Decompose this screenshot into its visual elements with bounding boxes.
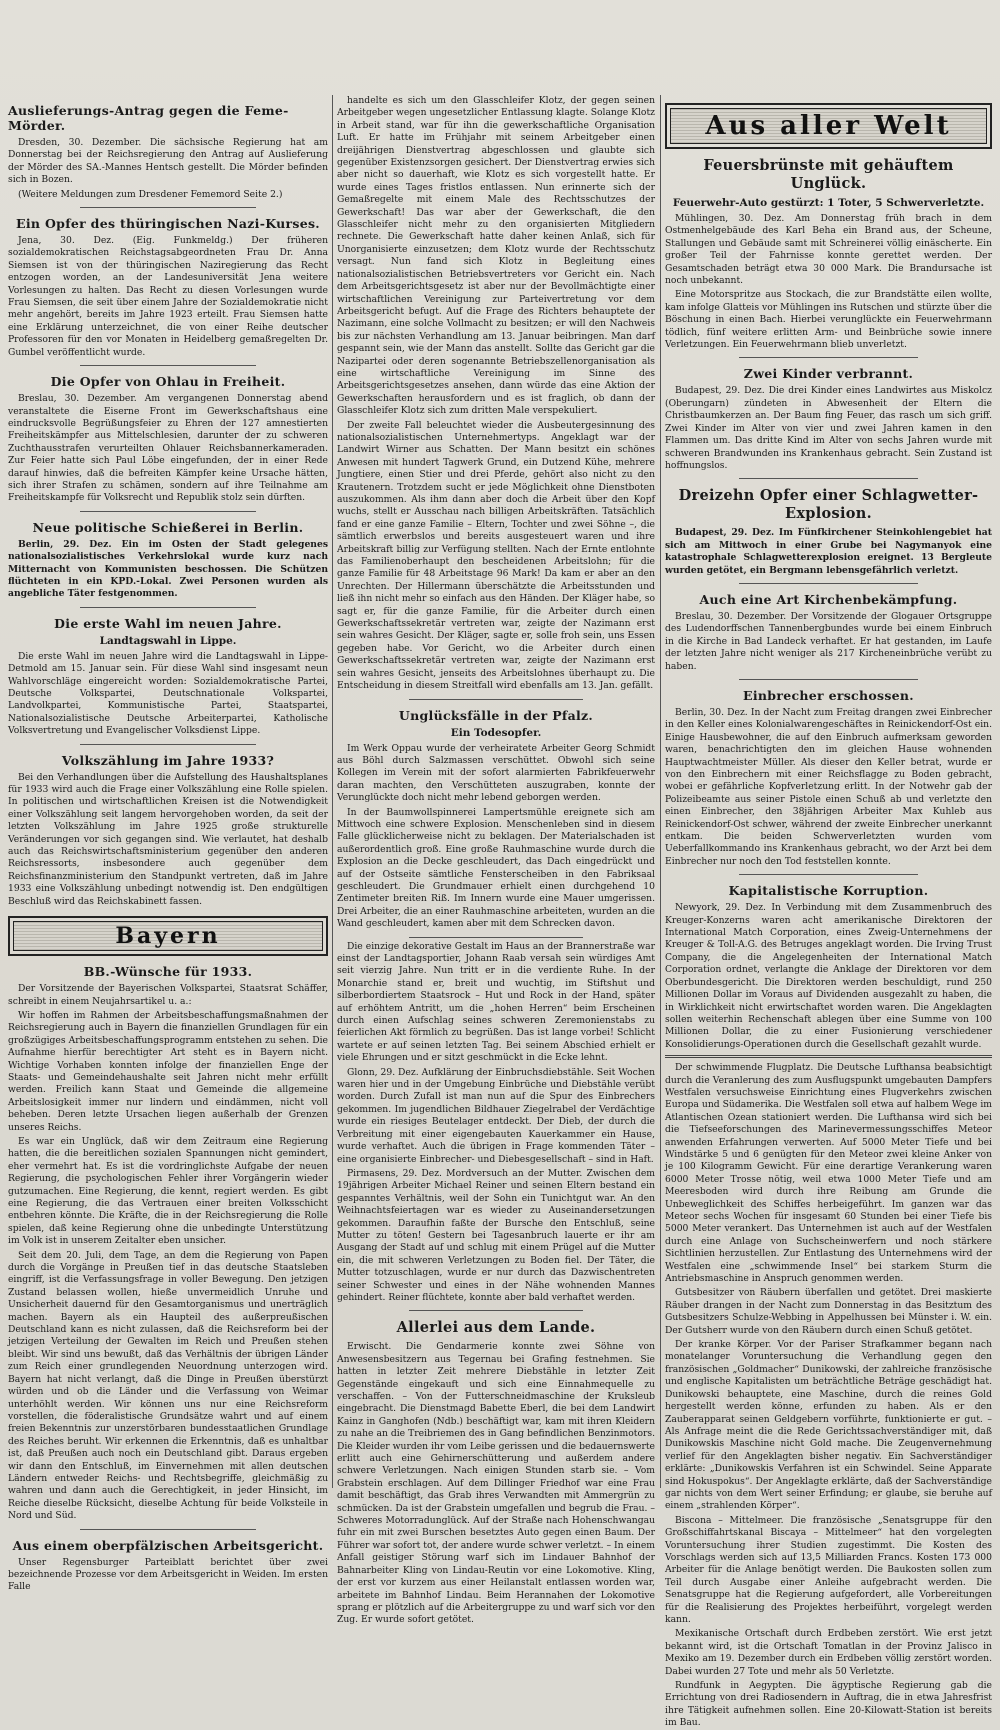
article-title: Die Opfer von Ohlau in Freiheit. <box>50 374 286 390</box>
article-text: Budapest, 29. Dez. Im Fünfkirchener Steinkohlengebiet hat sich am Mittwoch in einer Grube bei Nagymanyok eine katastrophale Schlagwetterexplosion ereignet. 13 Bergleute wurden getötet, ein Bergmann lebensgefährlich verletzt. <box>665 527 992 576</box>
divider <box>80 744 256 745</box>
divider <box>739 679 919 680</box>
article-title: Kapitalistische Korruption. <box>728 883 929 899</box>
divider <box>665 1055 992 1058</box>
article-text: Der Vorsitzende der Bayerischen Volkspartei, Staatsrat Schäffer, schreibt in einem Neujahrsartikel u. a.: <box>8 983 328 1007</box>
article-title: Volkszählung im Jahre 1933? <box>61 752 275 768</box>
divider <box>739 874 919 875</box>
article-title: Neue politische Schießerei in Berlin. <box>32 519 304 535</box>
article-text: Berlin, 30. Dez. In der Nacht zum Freitag drangen zwei Einbrecher in den Keller eines Kolonialwarengeschäftes in Reinickendorf-Ost ein. Einige Hausbewohner, die auf den Einbruch aufmerksam geworden waren, benachrichtigten den im gleichen Hause wohnenden Hauptwachtmeister Müller. Als dieser den Keller betrat, wurde er von den Einbrechern mit einer Reichsflagge zu Boden gebracht, wobei er gefährliche Kopfverletzung erlitt. In der Notwehr gab der Polizeibeamte aus seiner Pistole einen Schuß ab und verletzte den einen Einbrecher, den 38jährigen Arbeiter Max Kuhleb aus Reinickendorf-Ost schwer, während der zweite Einbrecher unerkannt entkam. Die beiden Schwerverletzten wurden vom Ueberfallkommando ins Krankenhaus gebracht, wo der Arzt bei dem Einbrecher nur noch den Tod feststellen konnte. <box>665 706 992 867</box>
article-title: Auslieferungs-Antrag gegen die Feme-Mörder. <box>8 103 289 133</box>
article-title: Ein Opfer des thüringischen Nazi-Kurses. <box>16 216 320 232</box>
article-text: Bei den Verhandlungen über die Aufstellung des Haushaltsplanes für 1933 wird auch die Frage einer Volkszählung eine Rolle spielen. In politischen und wirtschaftlichen Kreisen ist die Notwendigkeit einer Volkszählung seit langem hervorgehoben worden, da seit der letzten Volkszählung im Jahre 1925 große strukturelle Veränderungen vor sich gegangen sind. Wie verlautet, hat deshalb auch das Reichswirtschaftsministerium gegenüber den anderen Reichsressorts, insbesondere auch gegenüber dem Reichsfinanzministerium den Standpunkt vertreten, daß im Jahre 1933 eine Volkszählung unbedingt notwendig ist. Den endgültigen Beschluß wird das Reichskabinett fassen. <box>8 771 328 907</box>
article-text: Glonn, 29. Dez. Aufklärung der Einbruchsdiebstähle. Seit Wochen waren hier und in der Umgebung Einbrüche und Diebstähle verübt worden. Durch Zufall ist man nun auf die Spur des Einbrechers gekommen. Im jugendlichen Bildhauer Ziegelrabel der Verdächtige wurde ein riesiges Beutelager entdeckt. Der Dieb, der durch die Verbreitung mit einer eigengebauten Kauerkammer ein Hause, wurde verhaftet. Auch die übrigen in Frage kommenden Täter – eine organisierte Einbrecher- und Diebesgesellschaft – sind in Haft. <box>337 1066 655 1165</box>
article-text: Im Werk Oppau wurde der verheiratete Arbeiter Georg Schmidt aus Böhl durch Salzmassen verschüttet. Obwohl sich seine Kollegen im Verein mit der sofort alarmierten Fabrikfeuerwehr daran machten, den Verschütteten auszugraben, konnte der Verunglückte doch nicht mehr lebend geborgen werden. <box>337 742 655 804</box>
article-title: Allerlei aus dem Lande. <box>396 1319 596 1337</box>
article-title: Aus einem oberpfälzischen Arbeitsgericht. <box>12 1537 324 1553</box>
column-separator <box>660 95 661 1488</box>
divider <box>739 583 919 584</box>
article-title: BB.-Wünsche für 1933. <box>83 964 253 980</box>
divider <box>80 207 256 208</box>
section-banner-label: Aus aller Welt <box>670 108 987 144</box>
article-text: Die einzige dekorative Gestalt im Haus an der Brannerstraße war einst der Landtagsportier, Johann Raab versah sein würdiges Amt seit vierzig Jahre. Nun tritt er in die verdiente Ruhe. In der Monarchie stand er, breit und wuchtig, im Stiftshut und silberbordiertem Staatsrock – Hut und Rock in der Hand, später auf erhöhtem Antritt, um die „hohen Herren“ beim Erscheinen durch einen Aufschlag seines schweren Zeremonienstabs zu feierlichen Akt förmlich zu begrüßen. Das ist lange vorbei! Schlicht wartete er auf seinen letzten Tag. Bei seinem Abschied erhielt er viele Ehrungen und er sitzt geschmückt in die Ecke lehnt. <box>337 940 655 1064</box>
article-text: Dresden, 30. Dezember. Die sächsische Regierung hat am Donnerstag bei der Reichsregierung den Antrag auf Auslieferung der Mörder des SA.-Mannes Hentsch gestellt. Die Mörder befinden sich in Bozen. <box>8 137 328 186</box>
column-separator <box>332 95 333 1488</box>
section-banner-label: Bayern <box>13 921 323 951</box>
article-title: Zwei Kinder verbrannt. <box>743 366 914 382</box>
article-text: Gutsbesitzer von Räubern überfallen und getötet. Drei maskierte Räuber drangen in der Nacht zum Donnerstag in das Besitztum des Gutsbesitzers Schulze-Webbing in Appelhussen bei Münster i. W. ein. Der Gutsherr wurde von den Räubern durch einen Schuß getötet. <box>665 1287 992 1336</box>
article-subtitle: Feuerwehr-Auto gestürzt: 1 Toter, 5 Schwerverletzte. <box>672 197 985 209</box>
column-right <box>665 95 992 1729</box>
article-text: Biscona – Mittelmeer. Die französische „Senatsgruppe für den Großschiffahrtskanal Biscaya – Mittelmeer“ hat den vorgelegten Voruntersuchung ihrer Studien zugestimmt. Die Kosten des Vorschlags werden sich auf 13,5 Milliarden Francs. Kosten 173 000 Arbeiter für die Anlage benötigt werden. Die Baukosten sollen zum Teil durch Ausgabe einer Anleihe aufgebracht werden. Die Senatsgruppe hat die Regierung aufgefordert, alle Vorbereitungen für die Realisierung des Projektes herbeiführt, vorgelegt werden kann. <box>665 1514 992 1625</box>
divider <box>80 511 256 512</box>
article-text: Breslau, 30. Dezember. Am vergangenen Donnerstag abend veranstaltete die Eiserne Front im Gewerkschaftshaus eine eindrucksvolle Begrüßungsfeier zu Ehren der 127 amnestierten Freiheitskämpfer aus Mittelschlesien, darunter der zu schweren Zuchthausstrafen verurteilten Ohlauer Reichsbannerkameraden. Zur Feier hatte sich Paul Löbe eingefunden, der in einer Rede darauf hinwies, daß die befreiten Kämpfer keine Ursache hätten, sich ihrer Strafen zu schämen, sondern auf ihre Teilnahme am Freiheitskampfe für Volksrecht und Republik stolz sein dürften. <box>8 393 328 504</box>
divider <box>80 607 256 608</box>
divider <box>739 357 919 358</box>
section-banner <box>665 103 992 149</box>
article-text: Mühlingen, 30. Dez. Am Donnerstag früh brach in dem Ostmenhelgebäude des Karl Beha ein Brand aus, der Scheune, Stallungen und Gebäude samt mit Schreinerei völlig einäscherte. Ein großer Teil der Fahrnisse konnte gerettet werden. Der Gesamtschaden beträgt etwa 30 000 Mark. Die Brandursache ist noch unbekannt. <box>665 213 992 287</box>
article-text: Mexikanische Ortschaft durch Erdbeben zerstört. Wie erst jetzt bekannt wird, ist die Ortschaft Tomatlan in der Provinz Jalisco in Mexiko am 19. Dezember durch ein Erdbeben völlig zerstört worden. Dabei wurden 27 Tote und mehr als 50 Verletzte. <box>665 1628 992 1677</box>
article-title: Unglücksfälle in der Pfalz. <box>398 707 594 723</box>
divider <box>80 365 256 366</box>
article-text: Pirmasens, 29. Dez. Mordversuch an der Mutter. Zwischen dem 19jährigen Arbeiter Michael Reiner und seinen Eltern bestand ein gespanntes Verhältnis, weil der Sohn ein Tunichtgut war. An den Weihnachtsfeiertagen war es wieder zu Auseinandersetzungen gekommen. Daraufhin faßte der Bursche den Entschluß, seine Mutter zu töten! Gestern bei Tagesanbruch lauerte er ihr am Ausgang der Stadt auf und schlug mit einem Prügel auf die Mutter ein, die mit schweren Verletzungen zu Boden fiel. Der Täter, die Mutter totzuschlagen, wurde er nur durch das Dazwischentreten seiner Schwester und eines in der Nähe wohnenden Mannes gehindert. Reiner flüchtete, konnte aber bald verhaftet werden. <box>337 1167 655 1303</box>
section-banner <box>8 916 328 956</box>
article-text: Unser Regensburger Parteiblatt berichtet über zwei bezeichnende Prozesse vor dem Arbeitsgericht in Weiden. Im ersten Falle <box>8 1556 328 1593</box>
column-middle <box>337 95 655 1626</box>
divider <box>409 1310 584 1311</box>
article-title: Die erste Wahl im neuen Jahre. <box>54 615 282 631</box>
article-text: Newyork, 29. Dez. In Verbindung mit dem Zusammenbruch des Kreuger-Konzerns waren acht amerikanische Direktoren der International Match Corporation, eines Zweig-Unternehmens der Kreuger & Toll-A.G. des Betruges angeklagt worden. Die Irving Trust Company, die die Angelegenheiten der International Match Corporation ordnet, verlangte die Anklage der Direktoren vor dem Oberbundesgericht. Die Direktoren werden beschuldigt, rund 250 Millionen Dollar im Voraus auf Dividenden ausgezahlt zu haben, die in Wirklichkeit nicht erwirtschaftet worden waren. Die Angeklagten sollen weiterhin Rechenschaft ablegen über eine Summe von 100 Millionen Dollar, die zu einer Fusionierung verschiedener Konsolidierungs-Operationen durch die Gesellschaft gezahlt wurde. <box>665 902 992 1050</box>
article-subtitle: Ein Todesopfer. <box>450 726 542 739</box>
article-text: Wir hoffen im Rahmen der Arbeitsbeschaffungsmaßnahmen der Reichsregierung auch in Bayern die finanziellen Grundlagen für ein großzügiges Arbeitsbeschaffungsprogramm entstehen zu sehen. Die Aufnahme hierfür berechtigter Art steht es in Bayern nicht. Wichtige Vorhaben konnten infolge der finanziellen Enge der Staats- und Gemeindehaushalte seit Jahren nicht mehr erfüllt werden. Freilich kann Staat und Gemeinde die allgemeine Arbeitslosigkeit immer nur lindern und eindämmen, nicht voll beheben. Deren letzte Ursachen liegen außerhalb der Grenzen unseres Reichs. <box>8 1009 328 1133</box>
article-text: Die erste Wahl im neuen Jahre wird die Landtagswahl in Lippe-Detmold am 15. Januar sein. Für diese Wahl sind insgesamt neun Wahlvorschläge eingereicht worden: Sozialdemokratische Partei, Deutsche Volkspartei, Deutschnationale Volkspartei, Landvolkpartei, Kommunistische Partei, Staatspartei, Nationalsozialistische Deutsche Arbeiterpartei, Katholische Volksvertretung und Evangelischer Volksdienst Lippe. <box>8 650 328 737</box>
article-text: Erwischt. Die Gendarmerie konnte zwei Söhne von Anwesensbesitzern aus Tegernau bei Grafing festnehmen. Sie hatten in letzter Zeit mehrere Diebstähle in letzter Zeit Gegenstände eingekauft und sich eine Einnahmequelle zu verschaffen. – Von der Futterschneidmaschine der Kruksleub eingebracht. Die Dienstmagd Babette Eberl, die bei dem Landwirt Kainz in Ganghofen (Ndb.) beschäftigt war, kam mit ihren Kleidern zu nahe an die Treibriemen des in Gang befindlichen Benzinmotors. Die Kleider wurden ihr vom Leibe gerissen und die bedauernswerte erlitt auch eine Gehirnerschütterung und außerdem andere schwere Verletzungen. Nach einigen Stunden starb sie. – Vom Grabstein erschlagen. Auf dem Dillinger Friedhof war eine Frau damit beschäftigt, das Grab ihres Verwandten mit Ammergrün zu schmücken. Da ist der Grabstein umgefallen und begrub die Frau. – Schweres Motorradunglück. Auf der Straße nach Hohenschwangau fuhr ein mit zwei Burschen besetztes Auto gegen einen Baum. Der Führer war sofort tot, der andere wurde schwer verletzt. – In einem Anfall geistiger Störung warf sich im Lindauer Bahnhof der Bahnarbeiter Kling von Lindau-Reutin vor eine Lokomotive. Kling, der erst vor kurzem aus einer Heilanstalt entlassen worden war, arbeitete im Bahnhof Lindau. Beim Herannahen der Lokomotive sprang er plötzlich auf die Arbeitergruppe zu und warf sich vor den Zug. Er wurde sofort getötet. <box>337 1341 655 1626</box>
divider <box>80 1529 256 1530</box>
article-text: Eine Motorspritze aus Stockach, die zur Brandstätte eilen wollte, kam infolge Glatteis vor Mühlingen ins Rutschen und stürzte über die Böschung in einen Bach. Hierbei verunglückte ein Feuerwehrmann tödlich, fünf weitere erlitten Arm- und Beinbrüche sowie innere Verletzungen. Ein Feuerwehrmann blieb unverletzt. <box>665 289 992 351</box>
article-note: (Weitere Meldungen zum Dresdener Fememord Seite 2.) <box>18 188 283 200</box>
article-title: Einbrecher erschossen. <box>743 687 914 703</box>
article-text: Es war ein Unglück, daß wir dem Zeitraum eine Regierung hatten, die die bereitlichen sozialen Spannungen nicht gemindert, eher vermehrt hat. Es ist die vordringlichste Aufgabe der neuen Regierung, die psychologischen Fehler ihrer Vorgängerin wieder gutzumachen. Eine Regierung, die kennt, regiert werden. Es gibt eine Regierung, die das Vertrauen einer breiten Volksschicht entbehren könnte. Die Kräfte, die in der Reichsregierung die Rolle spielen, daß keine Regierung ohne die unbedingte Unterstützung im Volk ist in unserem Zeitalter eben unsicher. <box>8 1135 328 1247</box>
column-left <box>8 95 328 1593</box>
article-text: Rundfunk in Aegypten. Die ägyptische Regierung gab die Errichtung von drei Radiosendern in Auftrag, die in etwa Jahresfrist ihre Tätigkeit aufnehmen sollen. Eine 20-Kilowatt-Station ist bereits im Bau. <box>665 1680 992 1729</box>
article-text: Der kranke Körper. Vor der Pariser Strafkammer begann nach monatelanger Voruntersuchung die Verhandlung gegen den französischen „Goldmacher“ Dunikowski, der zahlreiche französische und englische Kapitalisten um beträchtliche Beträge geschädigt hat. Dunikowski behauptete, eine Maschine, durch die reines Gold hergestellt werden könne, erfunden zu haben. Als er den Zauberapparat seinen Geldgebern vorführte, funktionierte er gut. – Als Anfrage meint die die Rede Gerichtssachverständiger mit, daß Dunikowskis Maschine nicht Gold mache. Die Zeugenvernehmung verlief für den Angeklagten bisher negativ. Ein Sachverständiger erklärte: „Dunikowskis Verfahren ist ein Schwindel. Seine Apparate sind Hokuspokus“. Der Angeklagte erklärte, daß der Sachverständige gar nichts von dem Wert seiner Erfindung; er glaube, sie beruhe auf einem „strahlenden Körper“. <box>665 1339 992 1512</box>
divider <box>409 699 584 700</box>
article-text: In der Baumwollspinnerei Lampertsmühle ereignete sich am Mittwoch eine schwere Explosion. Menschenleben sind in diesem Falle glücklicherweise nicht zu beklagen. Der Materialschaden ist außerordentlich groß. Eine große Rauhmaschine wurde durch die Explosion an die Decke geschleudert, das Dach eingedrückt und auf der Ostseite sämtliche Fensterscheiben in den Fabriksaal geschleudert. Die Grundmauer erhielt einen durchgehend 10 Zentimeter breiten Riß. Im Innern wurde eine Mauer umgerissen. Drei Arbeiter, die an einer Rauhmaschine arbeiteten, wurden an die Wand geschleudert, kamen aber mit dem Schrecken davon. <box>337 806 655 930</box>
article-text: Der zweite Fall beleuchtet wieder die Ausbeutergesinnung des nationalsozialistischen Unternehmertyps. Angeklagt war der Landwirt Wirner aus Schatten. Der Mann besitzt ein schönes Anwesen mit hundert Tagwerk Grund, ein Dutzend Kühe, mehrere Jungtiere, einen Stier und drei Pferde, gehört also nicht zu den Krautenern. Trotzdem sucht er jede Möglichkeit ohne Dienstboten auszukommen. Als ihm dann aber doch die Arbeit über den Kopf wuchs, stellt er Ausschau nach billigen Arbeitskräften. Tatsächlich fand er eine ganze Familie – Eltern, Tochter und zwei Söhne –, die sämtlich erwerbslos und bereits ausgesteuert waren und ihre Arbeitskraft billig zur Verfügung stellten. Nach der Ernte entlohnte das Familienoberhaupt den bescheidenen Arbeitslohn; für die ganze Familie für 48 Arbeitstage 96 Mark! Da kam er aber an den Unrechten. Der Hillermann überschätzte die Arbeitsstunden und ließ ihn nicht mehr so einfach aus den Händen. Der Kläger habe, so sagt er, für die ganze Familie, für die Arbeiter durch einen Gewerkschaftssekretär vertreten war, zeigte der Nazimann erst sein wahres Gesicht. Der Kläger, sagte er, solle froh sein, uns Essen gegeben habe. Vor Gericht, wo die Arbeiter durch einen Gewerkschaftssekretär vertreten war, zeigte der Nazimann erst sein wahres Gesicht, jenseits des Arbeitslohnes überhaupt zu. Die Entscheidung in diesem Streitfall wird ebenfalls am 13. Jan. gefällt. <box>337 419 655 692</box>
divider <box>739 478 919 479</box>
article-text: handelte es sich um den Glasschleifer Klotz, der gegen seinen Arbeitgeber wegen ungesetzlicher Entlassung klagte. Solange Klotz in Arbeit stand, war für ihn die gewerkschaftliche Organisation Luft. Er hatte im Frühjahr mit seinem Arbeitgeber einen dreijährigen Dienstvertrag abgeschlossen und glaubte sich gegenüber Existenzsorgen gesichert. Der Dienstvertrag erwies sich aber nicht so dauerhaft, wie Klotz es sich vorgestellt hatte. Er wurde eines Tages fristlos entlassen. Nun erinnerte sich der Gemaßregelte mit einem Male des Rechtsschutzes der Gewerkschaft! Das war aber der Gewerkschaft, die den Glasschleifer nicht mehr zu den organisierten Mitgliedern rechnete. Die Gewerkschaft hatte daher keinen Anlaß, sich für Unorganisierte einzusetzen; dem Klotz wurde der Rechtsschutz versagt. Nun fand sich Klotz in Begleitung eines nationalsozialistischen Betriebsvertreters vor Gericht ein. Nach dem Arbeitsgerichtsgesetz ist aber nur der Bevollmächtigte einer wirtschaftlichen Vereinigung zur Parteivertretung vor dem Arbeitsgericht befugt. Auf die Frage des Richters behauptete der Nazimann, eine solche Vollmacht zu besitzen; er will den Nachweis bis zur nächsten Verhandlung am 13. Januar beibringen. Man darf gespannt sein, wie der Mann das anstellt. Sollte das Gericht gar die Nazipartei oder deren sogenannte Betriebszellenorganisation als eine wirtschaftliche Vereinigung im Sinne des Arbeitsgerichtsgesetzes ansehen, dann würde das eine Aktion der Gewerkschaften herausfordern und es ist fraglich, ob dann der Glasschleifer Klotz sich zum dritten Male verspekuliert. <box>337 95 655 417</box>
divider <box>409 937 584 938</box>
article-text: Der schwimmende Flugplatz. Die Deutsche Lufthansa beabsichtigt durch die Veranlerung des zum Ausflugspunkt umgebauten Dampfers Westfalen versuchsweise Einrichtung eines Flugverkehrs zwischen Europa und Südamerika. Die Westfalen soll etwa auf halbem Wege im Atlantischen Ozean stationiert werden. Die Lufthansa wird sich bei die Tiefseeforschungen des Marinevermessungsschiffes Meteor anwenden Erfahrungen verwerten. Auf 5000 Meter Tiefe und bei Windstärke 5 und 6 genügten für den Meteor zwei kleine Anker von je 100 Kilogramm Gewicht. Für eine derartige Verankerung waren 6000 Meter Trosse nötig, weil etwa 1000 Meter Tiefe und am Meeresboden wird durch ihre Reibung am Grunde die Unbeweglichkeit des Schiffes herbeigeführt. Im ganzen war das Meteor sechs Wochen für insgesamt 60 Stunden bei einer Tiefe bis 5000 Meter verankert. Das Unternehmen ist auch auf der Westfalen durch eine Anlage von Suchscheinwerfern und noch stärkere Sichtlinien herzustellen. Zur Entlastung des Unternehmens wird der Westfalen eine „schwimmende Insel“ bei starkem Sturm die Antriebsmaschine in Anspruch genommen werden. <box>665 1062 992 1285</box>
article-title: Auch eine Art Kirchenbekämpfung. <box>699 591 958 607</box>
article-text: Jena, 30. Dez. (Eig. Funkmeldg.) Der früheren sozialdemokratischen Reichstagsabgeordneten Frau Dr. Anna Siemsen ist von der thüringischen Naziregierung das Recht entzogen worden, an der Landesuniversität Jena weitere Vorlesungen zu halten. Das Recht zu diesen Vorlesungen wurde Frau Siemsen, die seit über einem Jahre der Sozialdemokratie nicht mehr angehört, bereits im Jahre 1923 erteilt. Frau Siemsen hatte eine Erklärung unterzeichnet, die von einer Reihe deutscher Professoren für den vor Monaten in Heidelberg gemaßregelten Dr. Gumbel veröffentlicht wurde. <box>8 235 328 358</box>
article-title: Dreizehn Opfer einer Schlagwetter-Explosion. <box>678 487 979 523</box>
article-text: Berlin, 29. Dez. Ein im Osten der Stadt gelegenes nationalsozialistisches Verkehrslokal wurde kurz nach Mitternacht von Kommunisten beschossen. Die Schützen flüchteten in ein KPD.-Lokal. Zwei Personen wurden als angebliche Täter festgenommen. <box>8 538 328 600</box>
article-text: Budapest, 29. Dez. Die drei Kinder eines Landwirtes aus Miskolcz (Oberungarn) zündeten in Abwesenheit der Eltern die Christbaumkerzen an. Der Baum fing Feuer, das rasch um sich griff. Zwei Kinder im Alter von vier und zwei Jahren kamen in den Flammen um. Das dritte Kind im Alter von sechs Jahren wurde mit schweren Brandwunden ins Krankenhaus gebracht. Sein Zustand ist hoffnungslos. <box>665 385 992 471</box>
article-text: Seit dem 20. Juli, dem Tage, an dem die Regierung von Papen durch die Vorgänge in Preußen tief in das deutsche Staatsleben eingriff, ist die Verfassungsfrage in voller Bewegung. Den jetzigen Zustand belassen wollen, hieße unvermeidlich Unruhe und Unsicherheit dauernd für den Gesamtorganismus und unerträglich machen. Bayern als ein Haupteil des außerpreußischen Deutschland kann es nicht zulassen, daß die Reichsreform bei der jetzigen Verteilung der Gewalten im Reich und Preußen stehen bleibt. Wir sind uns bewußt, daß das Verhältnis der übrigen Länder zum Reich einer grundlegenden Neuordnung unterzogen wird. Bayern hat nicht verlangt, daß die Dinge in Preußen überstürzt würden und ob die Länder und die Verfassung von Weimar unterhöhlt werden. Wir können uns nur eine Reichsreform vorstellen, die föderalistische Grundsätze wahrt und auf einem freien Bekenntnis zur unzerstörbaren bundesstaatlichen Grundlage des Reiches beruht. Wir erkennen die Erkenntnis, daß es unhaltbar ist, daß Preußen auch noch ein Deutschland gibt. Daraus ergeben wir dann den Entschluß, im Einvernehmen mit allen deutschen Ländern entweder Reichs- und Rechtsbegriffe, gleichmäßig zu wahren und dann auch die Gerechtigkeit, in jeder Hinsicht, im Reiche dieselbe Rücksicht, dieselbe Achtung für beide Volksteile in Nord und Süd. <box>8 1249 328 1522</box>
article-subtitle: Landtagswahl in Lippe. <box>99 634 237 647</box>
article-text: Breslau, 30. Dezember. Der Vorsitzende der Glogauer Ortsgruppe des Ludendorffschen Tannenbergbundes wurde bei einem Einbruch in die Kirche in Bad Landeck verhaftet. Er hat gestanden, im Laufe der letzten Jahre nicht weniger als 217 Kircheneinbrüche verübt zu haben. <box>665 610 992 672</box>
article-title: Feuersbrünste mit gehäuftem Unglück. <box>703 157 954 192</box>
